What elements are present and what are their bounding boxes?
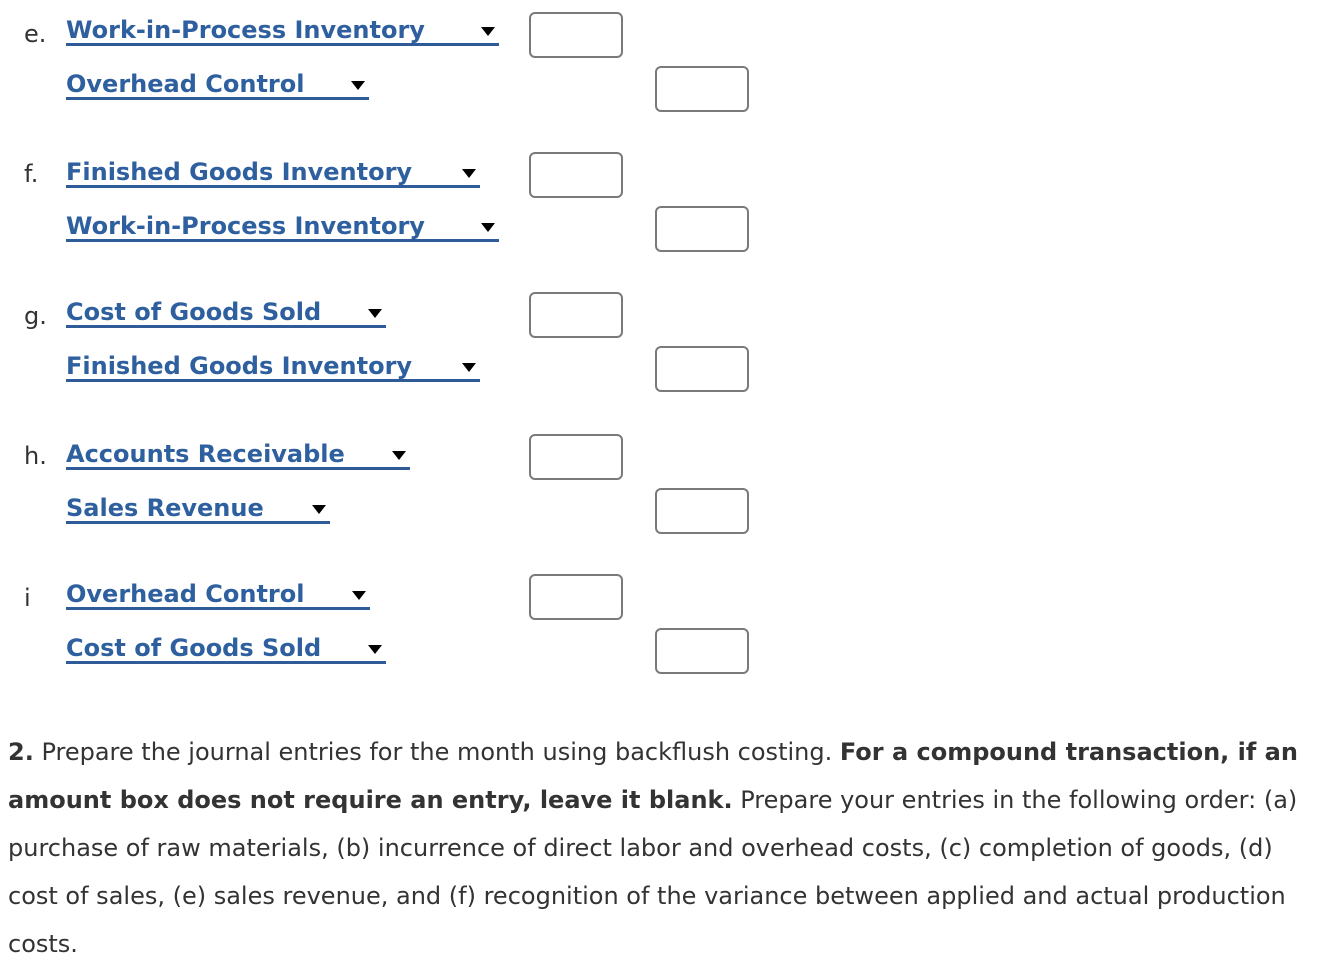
debit-amount-input-h[interactable] [529, 434, 623, 480]
debit-amount-input-i[interactable] [529, 574, 623, 620]
entry-label-f: f. [24, 160, 39, 188]
credit-account-value: Work-in-Process Inventory [66, 212, 425, 240]
debit-account-select-g[interactable] [66, 298, 386, 328]
chevron-down-icon [481, 223, 495, 232]
debit-account-value: Accounts Receivable [66, 440, 345, 468]
instructions-text: Prepare the journal entries for the month using backflush costing. [33, 738, 840, 766]
chevron-down-icon [351, 81, 365, 90]
entry-label-e: e. [24, 20, 47, 48]
credit-account-select-h[interactable] [66, 494, 330, 524]
chevron-down-icon [481, 27, 495, 36]
debit-account-value: Work-in-Process Inventory [66, 16, 425, 44]
debit-amount-input-g[interactable] [529, 292, 623, 338]
chevron-down-icon [368, 645, 382, 654]
credit-amount-input-i[interactable] [655, 628, 749, 674]
credit-amount-input-h[interactable] [655, 488, 749, 534]
credit-account-select-f[interactable] [66, 212, 499, 242]
debit-account-value: Overhead Control [66, 580, 305, 608]
chevron-down-icon [462, 363, 476, 372]
chevron-down-icon [368, 309, 382, 318]
chevron-down-icon [352, 591, 366, 600]
debit-account-select-h[interactable] [66, 440, 410, 470]
debit-account-select-e[interactable] [66, 16, 499, 46]
credit-amount-input-f[interactable] [655, 206, 749, 252]
debit-account-value: Finished Goods Inventory [66, 158, 413, 186]
instructions-number: 2. [8, 738, 34, 766]
entry-label-h: h. [24, 442, 47, 470]
debit-account-select-f[interactable] [66, 158, 480, 188]
debit-account-select-i[interactable] [66, 580, 370, 610]
instructions-bold-note: For a compound transaction, if an amount box does not require an entry, leave it blank. [8, 738, 1298, 814]
entry-label-g: g. [24, 302, 47, 330]
credit-account-select-i[interactable] [66, 634, 386, 664]
chevron-down-icon [392, 451, 406, 460]
credit-account-select-e[interactable] [66, 70, 369, 100]
instructions-order-text: Prepare your entries in the following order: (a) purchase of raw materials, (b) incurrence of direct labor and overhead costs, (c) completion of goods, (d) cost of sales, (e) sales revenue, and (f) recognition of the variance between applied and actual production costs. [8, 786, 1298, 958]
chevron-down-icon [462, 169, 476, 178]
chevron-down-icon [312, 505, 326, 514]
credit-account-value: Sales Revenue [66, 494, 264, 522]
credit-account-value: Cost of Goods Sold [66, 634, 322, 662]
credit-account-value: Overhead Control [66, 70, 305, 98]
debit-amount-input-f[interactable] [529, 152, 623, 198]
entry-label-i: i [24, 584, 31, 612]
instructions-paragraph [8, 728, 1318, 968]
credit-account-value: Finished Goods Inventory [66, 352, 413, 380]
debit-account-value: Cost of Goods Sold [66, 298, 322, 326]
debit-amount-input-e[interactable] [529, 12, 623, 58]
credit-account-select-g[interactable] [66, 352, 480, 382]
credit-amount-input-g[interactable] [655, 346, 749, 392]
credit-amount-input-e[interactable] [655, 66, 749, 112]
